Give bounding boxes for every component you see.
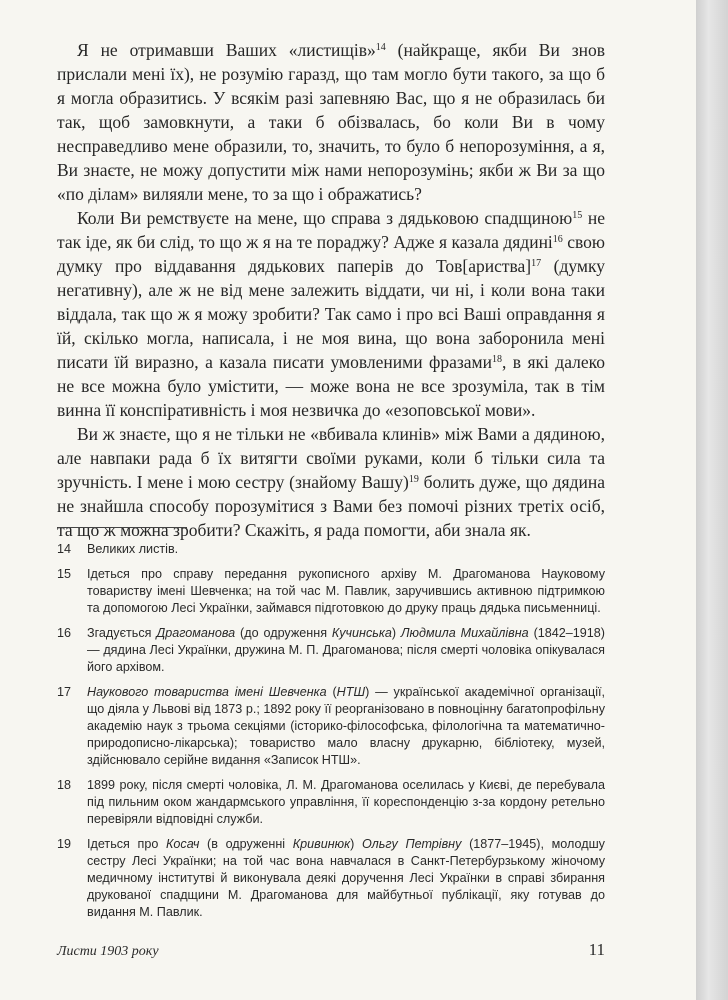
footnote-16	[57, 625, 605, 676]
footnote-ref-19[interactable]: 19	[408, 474, 419, 485]
footnote-14	[57, 541, 605, 558]
footnote-number: 18	[57, 778, 72, 792]
footnote-text: Наукового товариства імені Шевченка (НТШ) — української академічної організації, що діяла у Львові від 1873 р.; 1892 року її реорганізовано в повноцінну багатопрофільну академію наук з трьома секціями (історико-філософська, філологічна та математично-природописно-лікарська); товариство мало власну друкарню, бібліотеку, музей, здійснювало серійне видання «Записок НТШ».	[87, 685, 606, 767]
footnotes	[57, 541, 605, 929]
footnote-text: Великих листів.	[87, 542, 179, 556]
footnote-text: Ідеться про Косач (в одруженні Кривинюк) Ольгу Петрівну (1877–1945), молодшу сестру Лесі Українки; на той час вона навчалася в Санкт-Петербурзькому жіночому медичному інститутві й виконувала деякі доручення Лесі Українки в справі збирання друкованої спадщини М. Драгоманова для майбутньої публікації, яку готував до видання М. Павлик.	[87, 837, 605, 919]
footnote-ref-14[interactable]: 14	[375, 42, 386, 53]
footnote-number: 19	[57, 837, 72, 851]
paragraph-1: Я не отримавши Ваших «листищів»$^{14}$ (найкраще, якби Ви знов прислали мені їх), не розумію гаразд, що там могло бути такого, за що б я могла образитись. У всякім разі запевняю Вас, що я не образилась би так, щоб замовкнути, а таки б обізвалась, бо коли Ви в чому несправедливо мене образили, то, значить, то було б непорозуміння, а я, Ви знаєте, не можу допустити між нами непорозумінь; якби ж Ви за що «по ділам» виляяли мене, то за що і ображатись?	[57, 40, 605, 204]
footnote-number: 14	[57, 542, 72, 556]
page-footer	[57, 940, 605, 960]
footnote-ref-15[interactable]: 15	[572, 210, 583, 221]
footnote-ref-16[interactable]: 16	[552, 234, 563, 245]
paragraph-3: Ви ж знаєте, що я не тільки не «вбивала клинів» між Вами а дядиною, але навпаки рада б їх витягти своїми руками, коли б тільки сила та зручність. І мене і мою сестру (знайому Вашу)$^{19}$ болить дуже, що дядина не знайшла способу порозумітися з Вами без помочі різних третіх осіб, та що ж можна зробити? Скажіть, я рада помогти, аби знала як.	[57, 424, 605, 540]
page-number: 11	[588, 940, 605, 959]
running-title: Листи 1903 року	[57, 944, 159, 959]
footnote-number: 15	[57, 567, 72, 581]
footnote-19	[57, 836, 605, 921]
main-text	[57, 38, 605, 542]
footnote-text: 1899 року, після смерті чоловіка, Л. М. Драгоманова оселилась у Києві, де перебувала під пильним оком жандармського управління, її кореспонденцію з-за кордону ретельно перевіряли відповідні служби.	[87, 778, 605, 826]
footnote-15	[57, 566, 605, 617]
footnote-number: 16	[57, 626, 72, 640]
footnote-text: Ідеться про справу передання рукописного архіву М. Драгоманова Науковому товариству імені Шевченка; на той час М. Павлик, заручившись активною підтримкою та допомогою Лесі Українки, займався підготовкою до друку праць дядька письменниці.	[87, 567, 605, 615]
footnote-18	[57, 777, 605, 828]
footnote-text: Згадується Драгоманова (до одруження Кучинська) Людмила Михайлівна (1842–1918) — дядина Лесі Українки, дружина М. П. Драгоманова; після смерті чоловіка опікувалася його архівом.	[87, 626, 605, 674]
footnote-ref-18[interactable]: 18	[491, 354, 502, 365]
page-edge	[696, 0, 728, 1000]
footnote-divider	[57, 527, 187, 528]
footnote-number: 17	[57, 685, 72, 699]
footnote-ref-17[interactable]: 17	[531, 258, 542, 269]
paragraph-2: Коли Ви ремствуєте на мене, що справа з дядьковою спадщиною$^{15}$ не так іде, як би слід, то що ж я на те пораджу? Адже я казала дядині$^{16}$ свою думку про віддавання дядькових паперів до Тов[ариства]$^{17}$ (думку негативну), але ж не від мене залежить віддати, чи ні, і коли вона таки віддала, так що ж я можу зробити? Так само і про всі Ваші оправдання я їй, скілько могла, написала, і не моя вина, що вона заборонила мені писати їй виразно, а казала писати умовленими фразами$^{18}$, в які далеко не все можна було умістити, — може вона не все зрозуміла, так в тім винна її конспіративність і моя незвичка до «езоповської мови».	[57, 208, 606, 420]
footnote-17	[57, 684, 605, 769]
